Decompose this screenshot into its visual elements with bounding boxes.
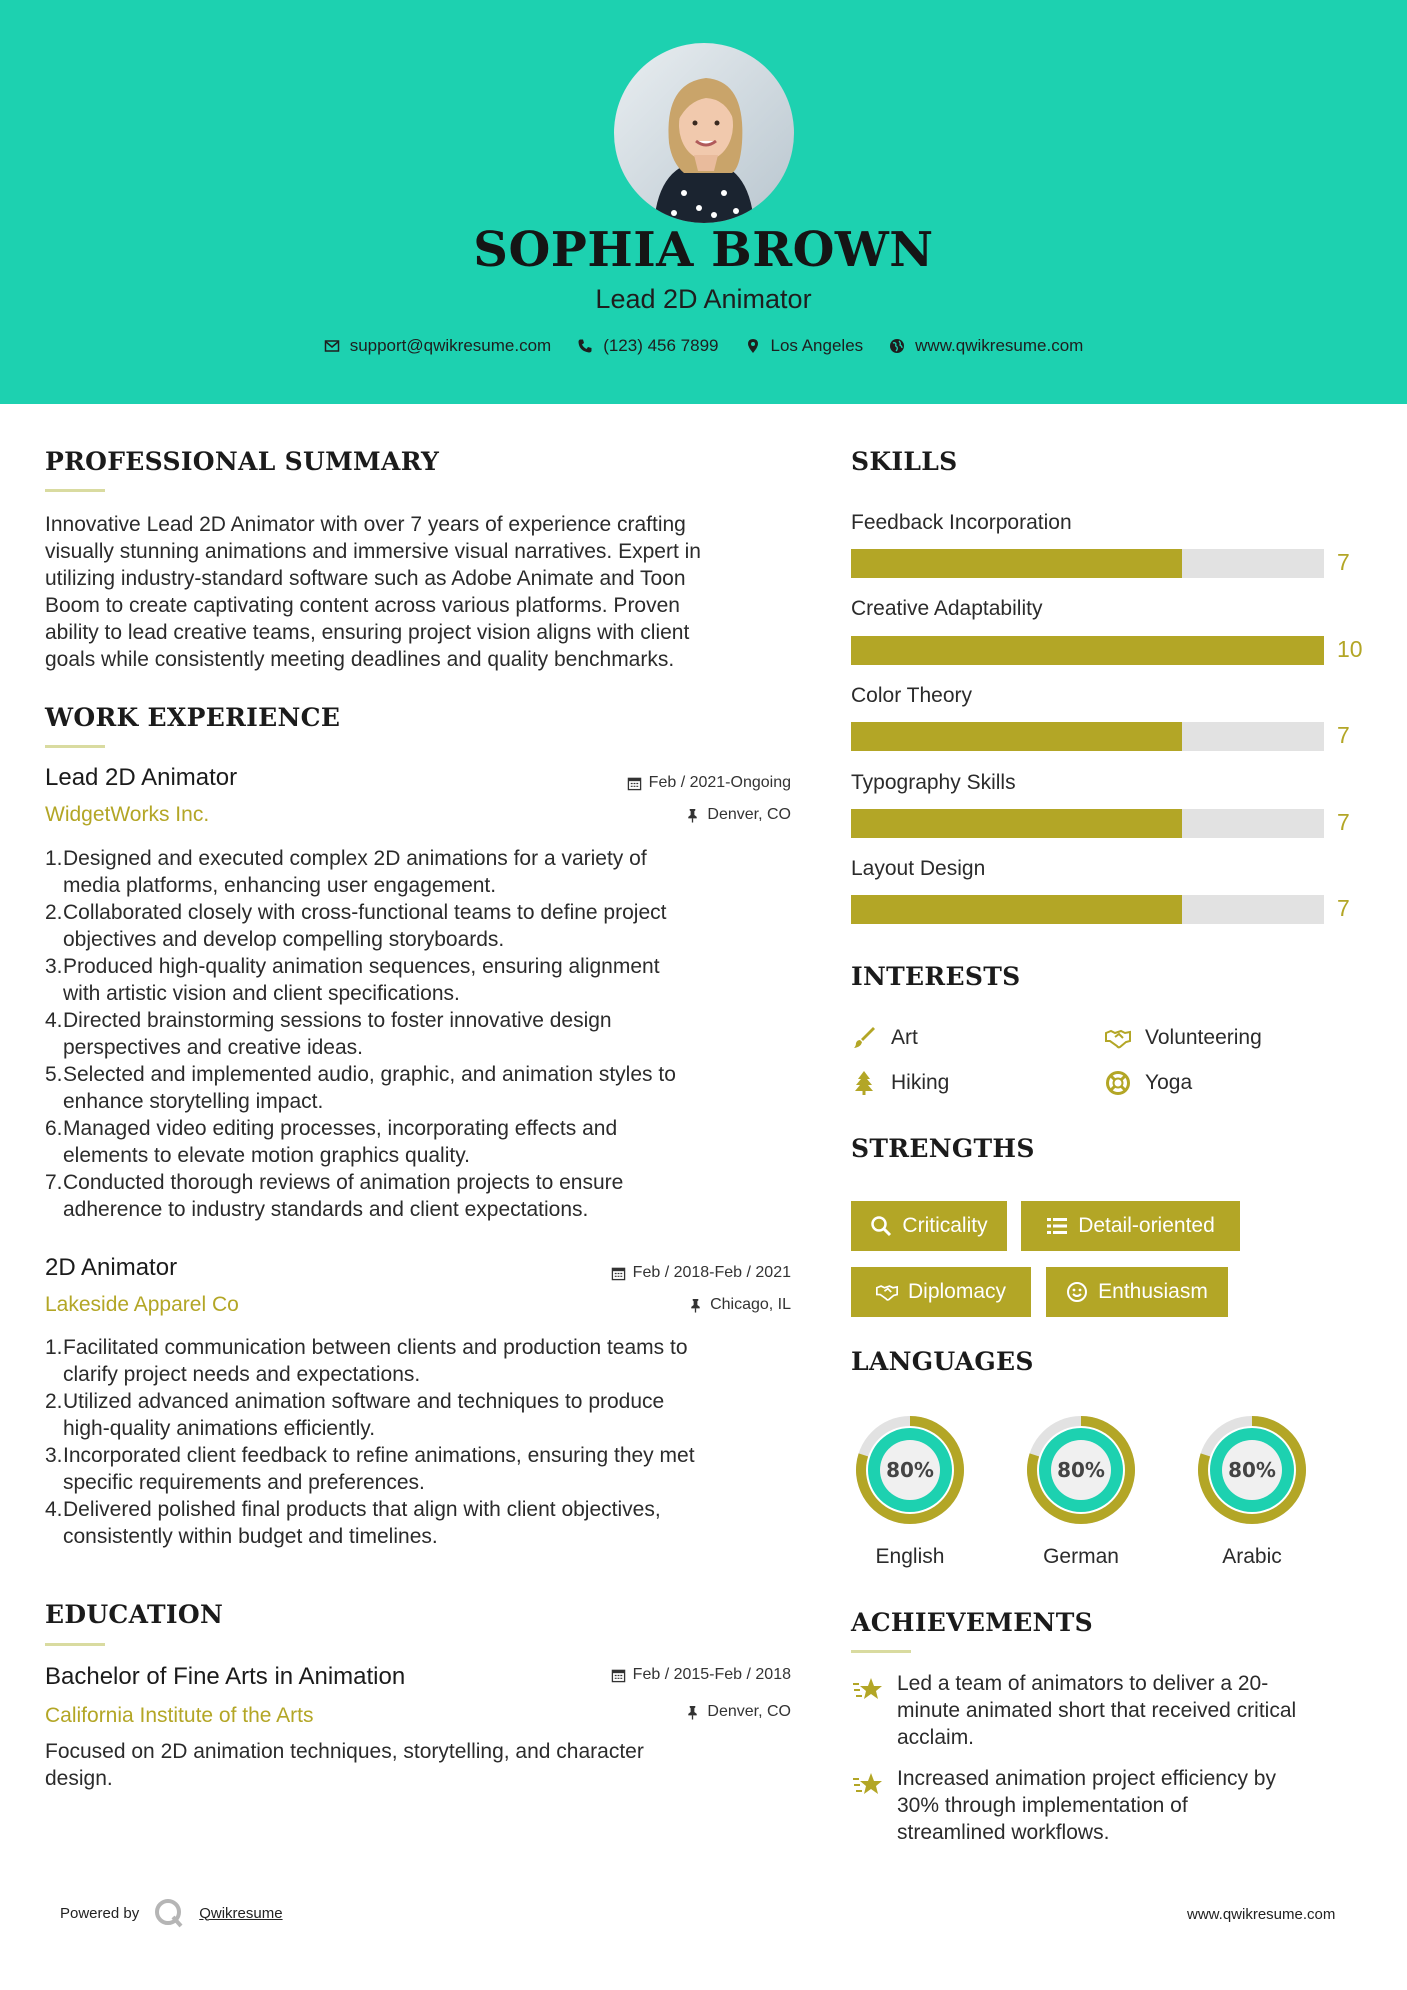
company-name: Lakeside Apparel Co (45, 1293, 239, 1316)
education-location (480, 1703, 791, 1721)
job-bullets (45, 845, 815, 1223)
contact-location-text: Los Angeles (770, 336, 864, 355)
calendar-icon (611, 1266, 626, 1281)
education-description: Focused on 2D animation techniques, storytelling, and character design. (45, 1740, 644, 1790)
language-name: English (875, 1545, 945, 1568)
company-name: WidgetWorks Inc. (45, 803, 210, 826)
languages-heading: LANGUAGES (851, 1347, 1034, 1376)
envelope-icon (324, 338, 340, 354)
language-ring (856, 1416, 964, 1524)
achievement-item: Led a team of animators to deliver a 20- minute animated short that received critical acclaim. (851, 1670, 1371, 1751)
list-item: 4. Delivered polished final products that align with client objectives, consistently within budget and timelines. (45, 1498, 661, 1548)
skill-value: 7 (1337, 722, 1350, 748)
calendar-icon (611, 1668, 626, 1683)
contact-phone-text: (123) 456 7899 (603, 336, 719, 355)
list-item: 5. Selected and implemented audio, graphic, and animation styles to enhance storytelling impact. (45, 1063, 676, 1113)
skill-value: 10 (1337, 636, 1363, 662)
skill-value: 7 (1337, 895, 1350, 921)
contact-location (745, 336, 864, 356)
summary-line: utilizing industry-standard software such as Adobe Animate and Toon (45, 567, 686, 590)
tree-icon (851, 1070, 877, 1096)
list-item: 7. Conducted thorough reviews of animation projects to ensure adherence to industry standards and client expectations. (45, 1171, 624, 1221)
candidate-name: SOPHIA BROWN (473, 222, 934, 278)
contact-phone[interactable] (577, 336, 718, 356)
strengths-heading: STRENGTHS (851, 1134, 1035, 1163)
education-location-text: Denver, CO (707, 1703, 791, 1720)
interests-heading: INTERESTS (851, 962, 1021, 991)
star-icon (851, 1672, 885, 1706)
school-name: California Institute of the Arts (45, 1704, 314, 1727)
job-location (480, 806, 791, 824)
strength-tag: Detail-oriented (1021, 1201, 1240, 1251)
footer-url[interactable]: www.qwikresume.com (1187, 1906, 1336, 1923)
skill-bar (851, 722, 1324, 751)
phone-icon (577, 338, 593, 354)
job-location-text: Denver, CO (707, 806, 791, 823)
skill-label: Typography Skills (851, 771, 1016, 794)
language-percent: 80% (1057, 1458, 1105, 1482)
strength-tag: Enthusiasm (1046, 1267, 1228, 1317)
summary-heading: PROFESSIONAL SUMMARY (45, 447, 440, 476)
contact-website-text: www.qwikresume.com (915, 336, 1084, 355)
interest-item: Hiking (851, 1070, 949, 1096)
language-rings (840, 1400, 1320, 1540)
summary-rule (45, 489, 105, 492)
skill-bar (851, 636, 1324, 665)
list-item: 3. Produced high-quality animation sequences, ensuring alignment with artistic vision and client specifications. (45, 955, 660, 1005)
job-title: 2D Animator (45, 1254, 178, 1281)
skill-value: 7 (1337, 549, 1350, 575)
job-date-text: Feb / 2021-Ongoing (648, 774, 791, 791)
education-date-text: Feb / 2015-Feb / 2018 (632, 1666, 791, 1683)
skill-bar-fill (851, 809, 1182, 838)
skill-bar-fill (851, 636, 1324, 665)
globe-icon (889, 338, 905, 354)
contact-email-text: support@qwikresume.com (349, 336, 552, 355)
skills-heading: SKILLS (851, 447, 958, 476)
skill-label: Color Theory (851, 684, 972, 707)
paintbrush-icon (851, 1025, 877, 1051)
degree-title: Bachelor of Fine Arts in Animation (45, 1663, 406, 1690)
skill-bar-fill (851, 895, 1182, 924)
list-item: 4. Directed brainstorming sessions to foster innovative design perspectives and creative ideas. (45, 1009, 612, 1059)
strength-tag: Criticality (851, 1201, 1007, 1251)
language-name: Arabic (1222, 1545, 1282, 1568)
footer-brand (60, 1897, 283, 1929)
contact-email[interactable] (324, 336, 552, 356)
qwikresume-link[interactable]: Qwikresume (199, 1904, 283, 1922)
skill-bar-fill (851, 722, 1182, 751)
achievement-item: Increased animation project efficiency by 30% through implementation of streamlined workflows. (851, 1765, 1371, 1846)
job-date-text: Feb / 2018-Feb / 2021 (632, 1264, 791, 1281)
pin-icon (685, 808, 700, 823)
candidate-role: Lead 2D Animator (595, 284, 812, 314)
strength-tag: Diplomacy (851, 1267, 1031, 1317)
list-item: 2. Utilized advanced animation software and techniques to produce high-quality animations efficiently. (45, 1390, 665, 1440)
contact-website[interactable] (889, 336, 1083, 356)
achievements-rule (851, 1650, 911, 1653)
job-date (480, 774, 791, 792)
job-bullets (45, 1334, 815, 1550)
education-heading: EDUCATION (45, 1600, 224, 1629)
summary-line: visually stunning animations and immersive visual narratives. Expert in (45, 540, 701, 563)
skill-label: Layout Design (851, 857, 986, 880)
star-icon (851, 1767, 885, 1801)
search-icon (870, 1215, 892, 1237)
job-location-text: Chicago, IL (710, 1296, 791, 1313)
skill-bar-fill (851, 549, 1182, 578)
skill-bar (851, 549, 1324, 578)
skill-value: 7 (1337, 809, 1350, 835)
language-name: German (1043, 1545, 1119, 1568)
language-percent: 80% (886, 1458, 934, 1482)
resume-header (0, 0, 1407, 404)
interest-item: Volunteering (1105, 1025, 1262, 1051)
pin-icon (685, 1705, 700, 1720)
lifebuoy-icon (1105, 1070, 1131, 1096)
summary-line: goals while consistently meeting deadlines and quality benchmarks. (45, 648, 675, 671)
summary-text (45, 511, 805, 673)
interest-item: Art (851, 1025, 918, 1051)
list-item: 2. Collaborated closely with cross-functional teams to define project objectives and develop compelling storyboards. (45, 901, 667, 951)
interest-item: Yoga (1105, 1070, 1192, 1096)
list-item: 1. Facilitated communication between clients and production teams to clarify project needs and expectations. (45, 1336, 688, 1386)
language-ring (1027, 1416, 1135, 1524)
contact-bar (0, 336, 1407, 356)
summary-line: Boom to create captivating content across various platforms. Proven (45, 594, 680, 617)
experience-rule (45, 745, 105, 748)
handshake-icon (876, 1281, 898, 1303)
list-icon (1046, 1215, 1068, 1237)
pin-icon (688, 1298, 703, 1313)
job-date (480, 1264, 791, 1282)
skill-label: Creative Adaptability (851, 597, 1043, 620)
qwikresume-logo-icon (153, 1897, 185, 1929)
skill-bar (851, 809, 1324, 838)
skill-label: Feedback Incorporation (851, 511, 1072, 534)
experience-heading: WORK EXPERIENCE (45, 703, 341, 732)
skill-bar (851, 895, 1324, 924)
profile-photo (614, 43, 794, 223)
map-marker-icon (745, 338, 761, 354)
summary-line: ability to lead creative teams, ensuring project vision aligns with client (45, 621, 690, 644)
list-item: 1. Designed and executed complex 2D animations for a variety of media platforms, enhancing user engagement. (45, 847, 647, 897)
job-title: Lead 2D Animator (45, 764, 238, 791)
handshake-icon (1105, 1025, 1131, 1051)
calendar-icon (627, 776, 642, 791)
education-rule (45, 1643, 105, 1646)
smile-icon (1066, 1281, 1088, 1303)
job-location (480, 1296, 791, 1314)
language-ring (1198, 1416, 1306, 1524)
achievements-heading: ACHIEVEMENTS (851, 1608, 1093, 1637)
powered-by-label: Powered by (60, 1904, 140, 1922)
list-item: 3. Incorporated client feedback to refine animations, ensuring they met specific requirements and preferences. (45, 1444, 695, 1494)
summary-line: Innovative Lead 2D Animator with over 7 years of experience crafting (45, 513, 686, 536)
list-item: 6. Managed video editing processes, incorporating effects and elements to elevate motion graphics quality. (45, 1117, 618, 1167)
language-percent: 80% (1228, 1458, 1276, 1482)
education-date (480, 1666, 791, 1684)
